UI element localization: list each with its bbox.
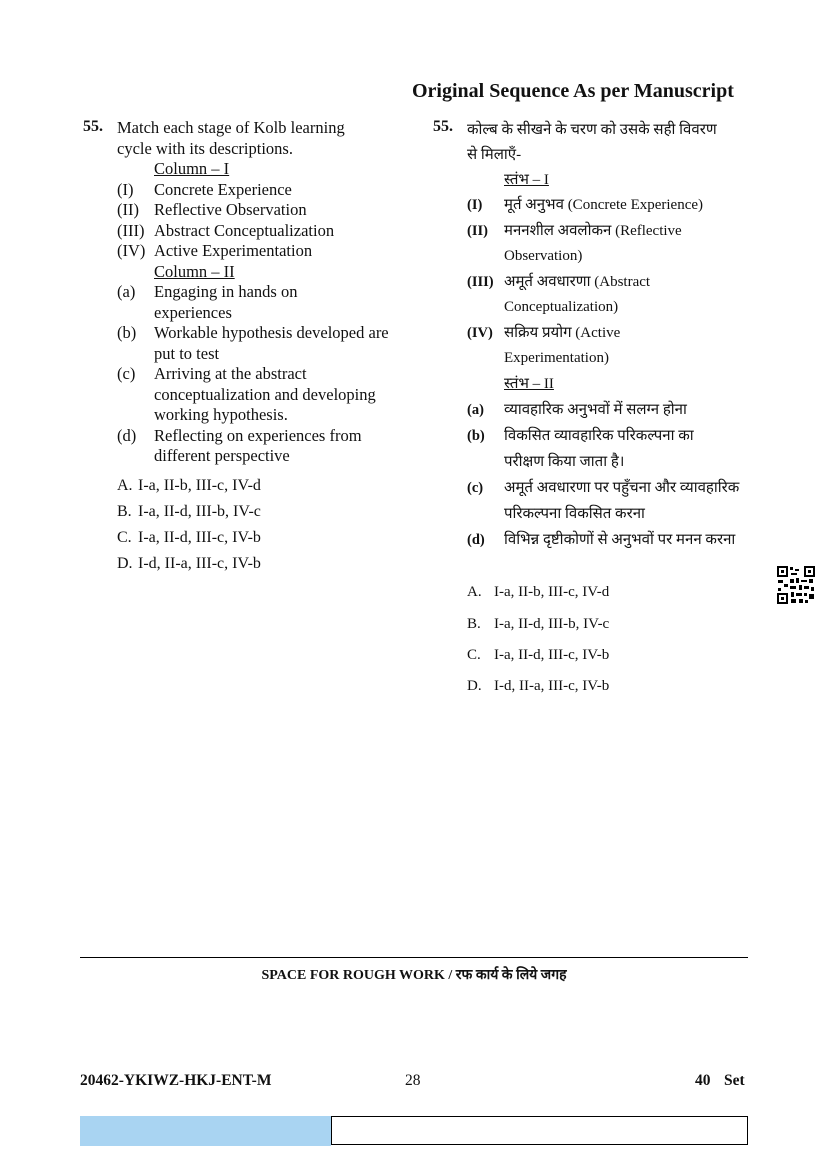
item-label: (I) (117, 179, 134, 199)
option-text: I-d, II-a, III-c, IV-b (138, 555, 261, 572)
column2-item (117, 323, 407, 364)
question-line: से मिलाएँ- (467, 147, 522, 163)
option-text: I-a, II-d, III-c, IV-b (494, 647, 610, 663)
option-letter: B. (467, 616, 481, 632)
column2-heading: Column – II (154, 261, 235, 281)
option-letter: D. (117, 555, 133, 572)
option-c-hi (467, 647, 609, 664)
question-line: cycle with its descriptions. (117, 138, 293, 158)
item-label: (I) (467, 197, 483, 213)
column2-item (467, 397, 767, 423)
option-a-hi (467, 584, 609, 601)
item-label: (IV) (467, 324, 493, 341)
option-text: I-a, II-d, III-b, IV-c (494, 616, 610, 632)
item-label: (d) (117, 425, 137, 445)
column2-item (467, 423, 767, 475)
option-letter: D. (467, 678, 482, 694)
item-text: Reflecting on experiences from different perspective (154, 425, 362, 465)
item-text: अमूर्त अवधारणा (Abstract Conceptualization) (504, 273, 651, 315)
question-number-hi: 55. (433, 118, 453, 135)
item-text: अमूर्त अवधारणा पर पहुँचना और व्यावहारिक परिकल्पना विकसित करना (504, 479, 740, 522)
option-b-en (117, 503, 261, 521)
item-label: (IV) (117, 241, 146, 260)
rough-work-label: SPACE FOR ROUGH WORK / रफ कार्य के लिये जगह (261, 968, 567, 983)
option-letter: A. (467, 584, 482, 600)
item-text: मूर्त अनुभव (Concrete Experience) (504, 197, 704, 213)
option-text: I-a, II-b, III-c, IV-d (138, 477, 261, 494)
page-title: Original Sequence As per Manuscript (412, 80, 734, 102)
option-text: I-a, II-d, III-b, IV-c (138, 503, 261, 520)
column1-item (467, 321, 767, 372)
column2-item (117, 364, 407, 426)
question-line: Match each stage of Kolb learning (117, 118, 345, 137)
item-text: Workable hypothesis developed are put to test (154, 323, 389, 363)
item-text: मननशील अवलोकन (Reflective Observation) (504, 222, 682, 264)
column1-item (467, 219, 767, 270)
footer-color-bar (80, 1116, 331, 1146)
item-text: Reflective Observation (154, 200, 307, 219)
item-text: Arriving at the abstract conceptualization and developing working hypothesis. (154, 364, 376, 424)
item-text: सक्रिय प्रयोग (Active Experimentation) (504, 324, 621, 366)
option-letter: A. (117, 477, 133, 494)
column1-item (117, 180, 407, 201)
column1-item (117, 221, 407, 242)
item-label: (d) (467, 531, 485, 548)
page-number: 28 (405, 1072, 421, 1089)
column2-item (117, 426, 407, 467)
item-text: व्यावहारिक अनुभवों में सलग्न होना (504, 401, 687, 418)
column1-heading: Column – I (154, 159, 230, 178)
question-line: कोल्ब के सीखने के चरण को उसके सही विवरण (467, 122, 717, 138)
item-label: (b) (467, 427, 485, 444)
paper-code: 20462-YKIWZ-HKJ-ENT-M (80, 1072, 272, 1089)
column1-item (467, 270, 767, 321)
footer-box (331, 1116, 748, 1145)
option-a-en (117, 477, 261, 495)
column2-item (467, 527, 767, 553)
column1-item (467, 193, 767, 219)
item-text: विकसित व्यावहारिक परिकल्पना का परीक्षण किया जाता है। (504, 427, 694, 470)
item-label: (c) (467, 479, 484, 496)
item-label: (II) (467, 222, 488, 239)
set-number: 40 (695, 1072, 711, 1089)
option-text: I-d, II-a, III-c, IV-b (494, 678, 610, 694)
item-label: (b) (117, 323, 137, 342)
column2-item (117, 282, 407, 323)
set-label: Set (724, 1072, 745, 1089)
item-text: विभिन्न दृष्टीकोणों से अनुभवों पर मनन करना (504, 531, 736, 548)
column1-heading: स्तंभ – I (504, 172, 549, 188)
column2-heading: स्तंभ – II (504, 375, 554, 392)
qr-code-icon (776, 565, 816, 605)
item-label: (c) (117, 364, 136, 383)
item-label: (III) (117, 220, 145, 240)
column2-item (467, 475, 767, 527)
item-text: Engaging in hands on experiences (154, 282, 298, 322)
question-number-en: 55. (83, 118, 103, 135)
option-text: I-a, II-b, III-c, IV-d (494, 584, 610, 600)
option-text: I-a, II-d, III-c, IV-b (138, 529, 261, 546)
item-label: (a) (467, 401, 484, 418)
item-text: Concrete Experience (154, 179, 292, 199)
item-text: Active Experimentation (154, 241, 313, 260)
option-letter: C. (467, 647, 481, 663)
option-c-en (117, 529, 261, 547)
divider-line (80, 957, 748, 958)
option-letter: C. (117, 529, 132, 546)
item-label: (III) (467, 273, 494, 290)
option-b-hi (467, 616, 609, 633)
question-en (117, 118, 407, 467)
question-hi (467, 118, 767, 553)
item-label: (a) (117, 282, 136, 301)
item-label: (II) (117, 200, 139, 219)
option-letter: B. (117, 503, 132, 520)
option-d-en (117, 555, 261, 573)
option-d-hi (467, 678, 609, 695)
column1-item (117, 241, 407, 262)
column1-item (117, 200, 407, 221)
item-text: Abstract Conceptualization (154, 220, 335, 240)
